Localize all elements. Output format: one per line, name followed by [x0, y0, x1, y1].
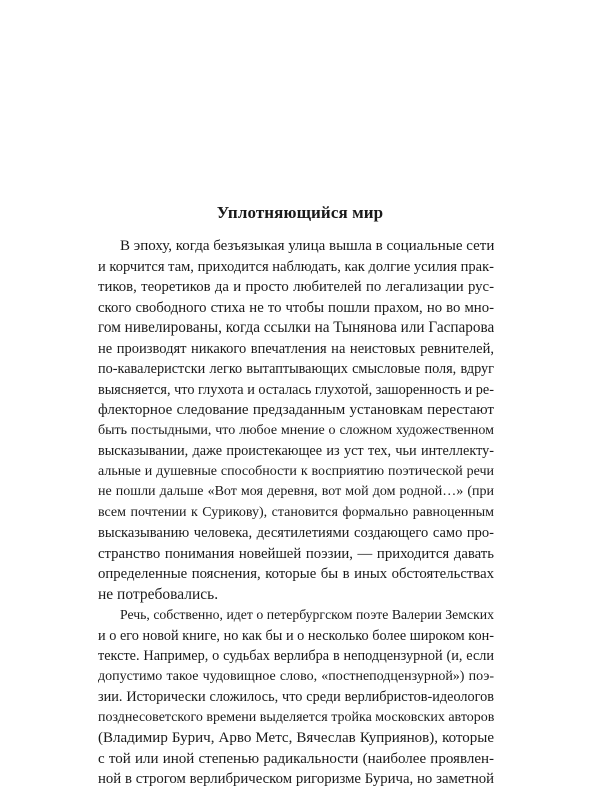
text-line: и о его новой книге, но как бы и о несколько более широком кон-	[98, 627, 494, 644]
text-line: не пошли дальше «Вот моя деревня, вот мой дом родной…» (при	[98, 484, 494, 499]
body-text	[98, 236, 494, 790]
text-line: Речь, собственно, идет о петербургском поэте Валерии Земских	[120, 607, 494, 622]
text-line: странство понимания новейшей поэзии, — приходится давать	[98, 545, 494, 562]
text-line: (Владимир Бурич, Арво Метс, Вячеслав Куприянов), которые	[98, 730, 494, 746]
text-line: альные и душевные способности к восприятию поэтической речи	[98, 463, 494, 479]
text-line: не потребовались.	[98, 585, 219, 603]
text-line: выясняется, что глухота и осталась глухотой, зашоренность и ре-	[98, 381, 494, 398]
text-line: тиков, теоретиков да и просто любителей по легализации рус-	[98, 279, 494, 295]
text-line: флекторное следование предзаданным установкам перестают	[98, 402, 494, 418]
text-line: определенные пояснения, которые бы в иных обстоятельствах	[98, 566, 494, 582]
text-line: В эпоху, когда безъязыкая улица вышла в социальные сети	[120, 238, 494, 254]
text-line: и корчится там, приходится наблюдать, как долгие усилия прак-	[98, 258, 494, 275]
text-line: не производят никакого впечатления на неистовых ревнителей,	[98, 340, 494, 357]
text-line: по-кавалеристски легко вытаптывающих смысловые поля, вдруг	[98, 361, 494, 377]
text-line: позднесоветского времени выделяется тройка московских авторов	[98, 709, 494, 725]
text-line: ной в строгом верлибрическом ригоризме Бурича, но заметной	[98, 771, 494, 787]
text-line: всем почтении к Сурикову), становится формально равноценным	[98, 504, 494, 520]
text-line: высказыванию человека, десятилетиями создающего само про-	[98, 525, 494, 541]
text-line: допустимо такое чудовищное слово, «постнеподцензурной») поэ-	[98, 668, 494, 684]
text-line: быть постыдными, что любое мнение о сложном художественном	[98, 422, 494, 438]
text-line: тексте. Например, о судьбах верлибра в неподцензурной (и, если	[98, 648, 494, 664]
text-line: зии. Исторически сложилось, что среди верлибристов-идеологов	[98, 689, 494, 705]
text-line: ского свободного стиха не то чтобы пошли прахом, но во мно-	[98, 299, 494, 316]
chapter-title: Уплотняющийся мир	[216, 203, 384, 222]
text-line: высказывании, даже проистекающее из уст тех, чьи интеллекту-	[98, 443, 494, 459]
text-line: с той или иной степенью радикальности (наиболее проявлен-	[98, 750, 494, 767]
text-line: гом нивелированы, когда ссылки на Тынянова или Гаспарова	[98, 319, 494, 336]
